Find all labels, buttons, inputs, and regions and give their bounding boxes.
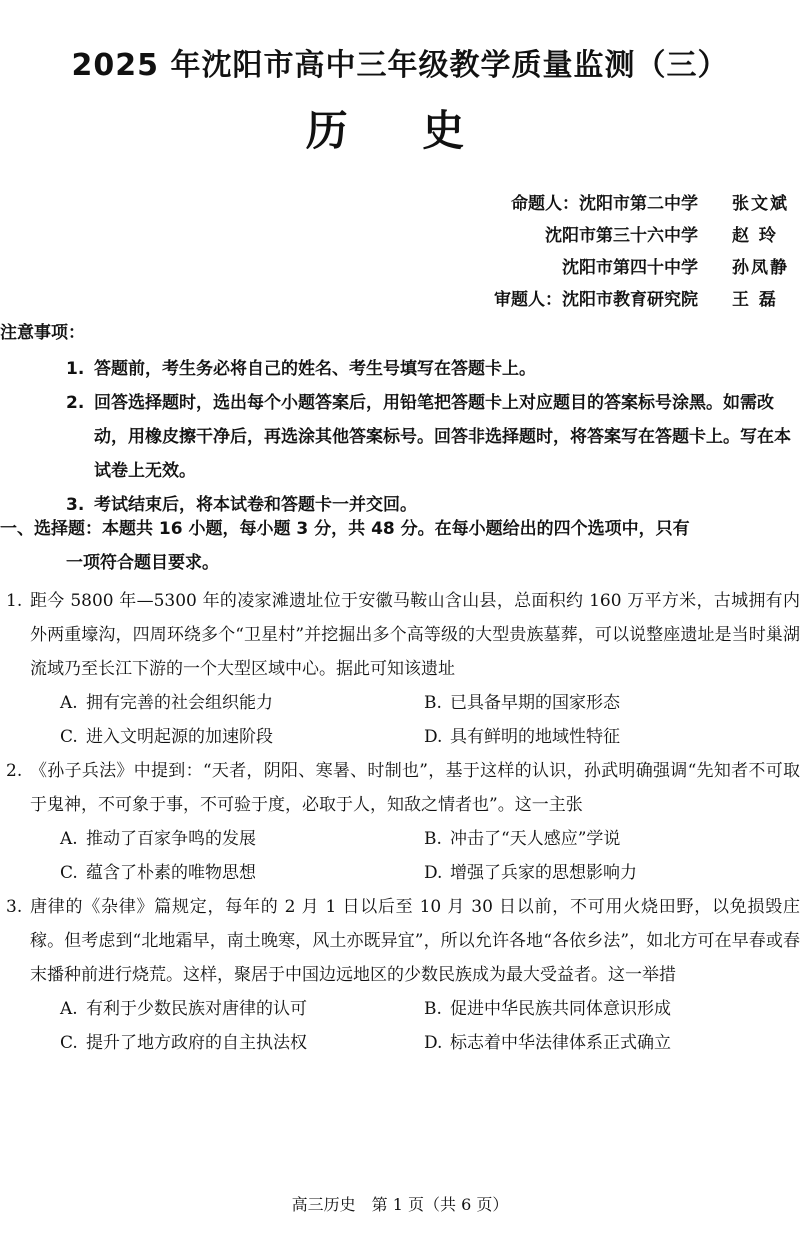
notice-item-number: 1. xyxy=(66,359,85,379)
option-letter: B. xyxy=(424,999,442,1019)
notice-item-number: 3. xyxy=(66,495,85,515)
subject-title: 历 史 xyxy=(305,106,495,155)
option-letter: C. xyxy=(60,863,78,883)
notice-item-text: 回答选择题时，选出每个小题答案后，用铅笔把答题卡上对应题目的答案标号涂黑。如需改动，用橡皮擦干净后，再选涂其他答案标号。回答非选择题时，将答案写在答题卡上。写在本试卷上无效。 xyxy=(94,393,791,481)
author-row xyxy=(390,252,790,284)
author-name: 赵 玲 xyxy=(732,226,778,246)
question-3 xyxy=(0,890,800,1060)
option-letter: D. xyxy=(424,727,443,747)
question-number: 2. xyxy=(6,761,23,781)
page-footer: 高三历史 第 1 页（共 6 页） xyxy=(291,1195,509,1214)
option-letter: B. xyxy=(424,829,442,849)
question-2 xyxy=(0,754,800,890)
option-letter: A. xyxy=(60,693,78,713)
option-a xyxy=(60,686,424,720)
option-c xyxy=(60,1026,424,1060)
question-stem-text: 唐律的《杂律》篇规定，每年的 2 月 1 日以后至 10 月 30 日以前，不可用火烧田野，以免损毁庄稼。但考虑到“北地霜早，南土晚寒，风土亦既异宜”，所以允许各地“各依乡法”，如北方可在早春或春末播种前进行烧荒。这样，聚居于中国边远地区的少数民族成为最大受益者。这一举措 xyxy=(30,897,800,985)
option-d xyxy=(424,720,788,754)
section-heading-line1: 一、选择题：本题共 16 小题，每小题 3 分，共 48 分。在每小题给出的四个选项中，只有 xyxy=(0,519,690,539)
option-letter: D. xyxy=(424,1033,443,1053)
option-text: 具有鲜明的地域性特征 xyxy=(450,727,620,747)
author-org: 审题人：沈阳市教育研究院 xyxy=(494,290,698,310)
section-heading xyxy=(0,512,800,580)
option-d xyxy=(424,1026,788,1060)
author-row xyxy=(390,188,790,220)
option-text: 拥有完善的社会组织能力 xyxy=(86,693,273,713)
author-name: 孙凤静 xyxy=(732,258,789,278)
author-row xyxy=(390,220,790,252)
option-b xyxy=(424,822,788,856)
option-text: 标志着中华法律体系正式确立 xyxy=(450,1033,671,1053)
author-org: 命题人：沈阳市第二中学 xyxy=(511,194,698,214)
option-grid xyxy=(0,822,800,890)
option-letter: C. xyxy=(60,1033,78,1053)
option-text: 已具备早期的国家形态 xyxy=(450,693,620,713)
option-c xyxy=(60,856,424,890)
option-text: 推动了百家争鸣的发展 xyxy=(86,829,256,849)
option-letter: A. xyxy=(60,999,78,1019)
question-list xyxy=(0,584,800,1060)
question-number: 3. xyxy=(6,897,23,917)
option-letter: A. xyxy=(60,829,78,849)
option-text: 提升了地方政府的自主执法权 xyxy=(86,1033,307,1053)
question-1 xyxy=(0,584,800,754)
option-text: 进入文明起源的加速阶段 xyxy=(86,727,273,747)
authors-block xyxy=(390,188,790,316)
question-stem-text: 距今 5800 年—5300 年的凌家滩遗址位于安徽马鞍山含山县，总面积约 160 万平方米，古城拥有内外两重壕沟，四周环绕多个“卫星村”并挖掘出多个高等级的大型贵族墓葬，可以说整座遗址是当时巢湖流域乃至长江下游的一个大型区域中心。据此可知该遗址 xyxy=(30,591,800,679)
question-stem xyxy=(0,754,800,822)
question-stem xyxy=(0,890,800,992)
author-org: 沈阳市第三十六中学 xyxy=(545,226,698,246)
notice-item xyxy=(66,352,800,386)
option-text: 增强了兵家的思想影响力 xyxy=(450,863,637,883)
notice-list xyxy=(66,352,800,522)
option-d xyxy=(424,856,788,890)
option-text: 蕴含了朴素的唯物思想 xyxy=(86,863,256,883)
question-stem-text: 《孙子兵法》中提到：“天者，阴阳、寒暑、时制也”，基于这样的认识，孙武明确强调“先知者不可取于鬼神，不可象于事，不可验于度，必取于人，知敌之情者也”。这一主张 xyxy=(30,761,800,815)
option-grid xyxy=(0,992,800,1060)
notice-item xyxy=(66,386,800,488)
author-row xyxy=(390,284,790,316)
option-b xyxy=(424,686,788,720)
question-number: 1. xyxy=(6,591,23,611)
author-name: 张文斌 xyxy=(732,194,789,214)
option-letter: D. xyxy=(424,863,443,883)
option-a xyxy=(60,992,424,1026)
option-letter: C. xyxy=(60,727,78,747)
notice-item-number: 2. xyxy=(66,393,85,413)
author-name: 王 磊 xyxy=(732,290,778,310)
option-c xyxy=(60,720,424,754)
option-text: 促进中华民族共同体意识形成 xyxy=(450,999,671,1019)
notice-item-text: 考试结束后，将本试卷和答题卡一并交回。 xyxy=(94,495,417,515)
option-text: 冲击了“天人感应”学说 xyxy=(450,829,621,849)
option-a xyxy=(60,822,424,856)
exam-title: 2025 年沈阳市高中三年级教学质量监测（三） xyxy=(71,48,729,83)
section-heading-line2: 一项符合题目要求。 xyxy=(66,553,219,573)
option-grid xyxy=(0,686,800,754)
notice-item-text: 答题前，考生务必将自己的姓名、考生号填写在答题卡上。 xyxy=(94,359,536,379)
option-letter: B. xyxy=(424,693,442,713)
question-stem xyxy=(0,584,800,686)
notice-heading: 注意事项： xyxy=(0,323,85,343)
option-b xyxy=(424,992,788,1026)
author-org: 沈阳市第四十中学 xyxy=(562,258,698,278)
option-text: 有利于少数民族对唐律的认可 xyxy=(86,999,307,1019)
